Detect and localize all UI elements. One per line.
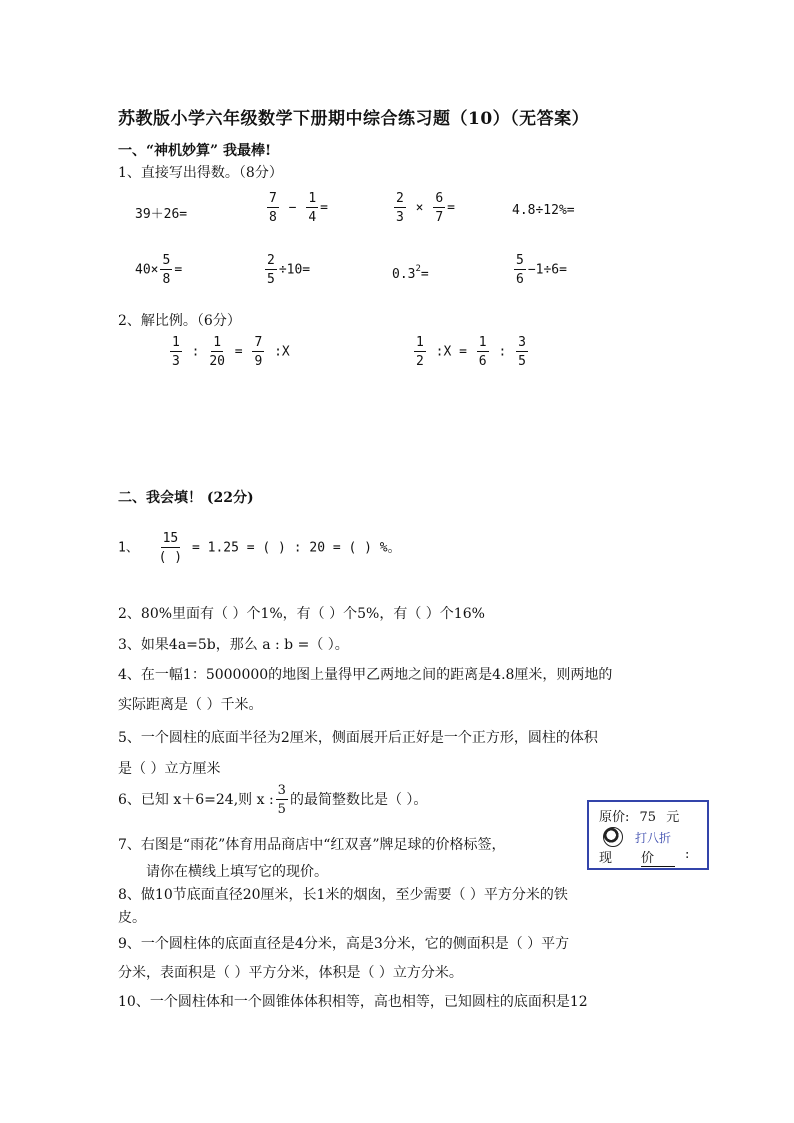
calc-item-g: $0.3^2=$ <box>392 264 429 282</box>
fill-q9-line2: 分米，表面积是（ ）平方分米，体积是（ ）立方分米。 <box>118 965 463 981</box>
fill-q1: 1、 $\frac{15}{( )}$ = 1.25 = ( ) : 20 = ( ) %。 <box>118 531 401 565</box>
fill-q7-line2: 请你在横线上填写它的现价。 <box>146 864 328 880</box>
fill-q7-line1: 7、右图是“雨花”体育用品商店中“红双喜”牌足球的价格标签， <box>118 837 506 853</box>
price-tag <box>587 800 709 870</box>
fill-q6: 6、已知 x＋6=24,则 x : $\frac{3}{5}$ 的最简整数比是（ ）。 <box>118 783 428 817</box>
q1-label: 1、直接写出得数。（8分） <box>118 165 283 181</box>
calc-item-d: 4.8÷12%= <box>512 203 575 218</box>
fill-q2: 2、80%里面有（ ）个1%，有（ ）个5%，有（ ）个16% <box>118 606 485 622</box>
fill-q4-line2: 实际距离是（ ）千米。 <box>118 697 263 713</box>
section1-heading: 一、“神机妙算” 我最棒! <box>118 143 272 159</box>
fill-q8-line1: 8、做10节底面直径20厘米，长1米的烟囱，至少需要（ ）平方分米的铁 <box>118 887 568 903</box>
current-price-label-2: 价 <box>641 847 675 867</box>
calc-item-e: 40× $\frac{5}{8}$ = <box>135 253 183 287</box>
fill-q10: 10、一个圆柱体和一个圆锥体体积相等，高也相等，已知圆柱的底面积是12 <box>118 994 588 1010</box>
page-title: 苏教版小学六年级数学下册期中综合练习题（10）（无答案） <box>118 109 590 129</box>
current-price-label-1: 现 <box>599 851 613 866</box>
fill-q3: 3、如果4a=5b，那么 a : b =（ ）。 <box>118 637 349 653</box>
discount-label: 打八折 <box>635 831 672 845</box>
fill-q5-line1: 5、一个圆柱的底面半径为2厘米，侧面展开后正好是一个正方形，圆柱的体积 <box>118 730 598 746</box>
calc-item-h: $\frac{5}{6}$ −1÷6= <box>516 253 567 287</box>
soccer-ball-icon <box>603 827 623 847</box>
current-price-colon: : <box>685 847 690 862</box>
calc-item-a: 39＋26= <box>135 207 188 222</box>
calc-item-b: $\frac{7}{8}$ − $\frac{1}{4}$ = <box>269 191 328 225</box>
fill-q5-line2: 是（ ）立方厘米 <box>118 761 221 777</box>
fill-q4-line1: 4、在一幅1：5000000的地图上量得甲乙两地之间的距离是4.8厘米，则两地的 <box>118 667 613 683</box>
fill-q9-line1: 9、一个圆柱体的底面直径是4分米，高是3分米，它的侧面积是（ ）平方 <box>118 936 570 952</box>
proportion-eq-1: $\frac{1}{3}$ : $\frac{1}{20}$ = $\frac{7}{9}$ :X <box>172 335 290 369</box>
q2-label: 2、解比例。（6分） <box>118 313 241 329</box>
proportion-eq-2: $\frac{1}{2}$ :X = $\frac{1}{6}$ : $\frac{3}{5}$ <box>416 335 526 369</box>
calc-item-f: $\frac{2}{5}$ ÷10= <box>267 253 311 287</box>
calc-item-c: $\frac{2}{3}$ × $\frac{6}{7}$ = <box>396 191 455 225</box>
fill-q8-line2: 皮。 <box>118 910 146 926</box>
section2-heading: 二、我会填！ (22分) <box>118 490 254 506</box>
original-price: 原价: 75 元 <box>599 810 680 825</box>
